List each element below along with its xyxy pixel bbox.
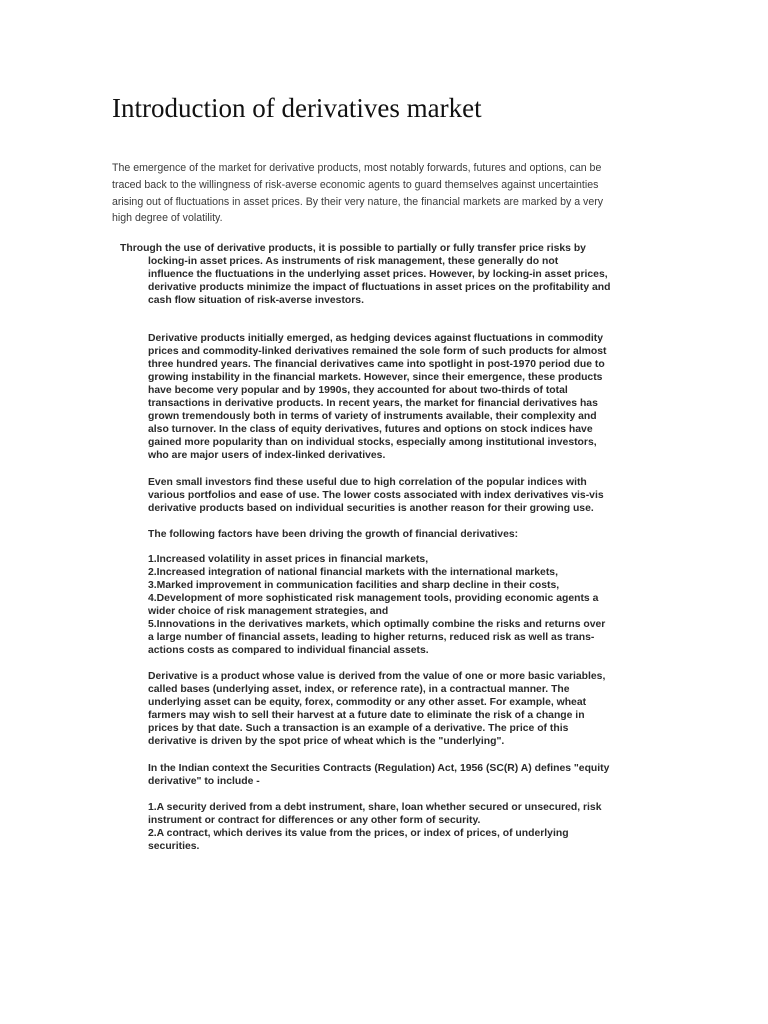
text-line: high degree of volatility. (112, 212, 223, 225)
list-item: 1.A security derived from a debt instrument, share, loan whether secured or unsecured, risk (148, 802, 602, 813)
text-line: Derivative is a product whose value is derived from the value of one or more basic variables, (148, 671, 606, 682)
list-item: 1.Increased volatility in asset prices in financial markets, (148, 554, 429, 565)
page-title: Introduction of derivatives market (112, 93, 482, 123)
text-line: In the Indian context the Securities Contracts (Regulation) Act, 1956 (SC(R) A) defines "equity (148, 763, 610, 774)
list-item: 2.Increased integration of national financial markets with the international markets, (148, 567, 558, 578)
text-line: cash flow situation of risk-averse investors. (148, 295, 364, 306)
text-line: transactions in derivative products. In recent years, the market for financial derivatives has (148, 398, 598, 409)
text-line: derivative products based on individual securities is another reason for their growing use. (148, 503, 594, 514)
list-item: 3.Marked improvement in communication facilities and sharp decline in their costs, (148, 580, 560, 591)
small-investors-paragraph (148, 476, 604, 515)
text-line: traced back to the willingness of risk-averse economic agents to guard themselves against uncertainties (112, 178, 599, 191)
emergence-paragraph (148, 332, 606, 462)
list-item: 2.A contract, which derives its value from the prices, or index of prices, of underlying (148, 828, 569, 839)
text-line: called bases (underlying asset, index, or reference rate), in a contractual manner. The (148, 684, 570, 695)
text-line: prices by that date. Such a transaction is an example of a derivative. The price of this (148, 723, 569, 734)
list-item: actions costs as compared to individual financial assets. (148, 645, 429, 656)
text-line: grown tremendously both in terms of variety of instruments available, their complexity and (148, 411, 597, 422)
definition-paragraph (148, 670, 605, 748)
risk-transfer-paragraph (120, 242, 610, 307)
list-item: instrument or contract for differences or any other form of security. (148, 815, 481, 826)
text-line: derivative" to include - (148, 776, 260, 787)
text-line: underlying asset can be equity, forex, commodity or any other asset. For example, wheat (148, 697, 587, 708)
list-item: wider choice of risk management strategies, and (148, 606, 389, 617)
text-line: gained more popularity than on individual stocks, especially among institutional investors, (148, 437, 597, 448)
text-line: Derivative products initially emerged, as hedging devices against fluctuations in commodity (148, 333, 603, 344)
factors-intro (148, 528, 518, 541)
text-line: have become very popular and by 1990s, they accounted for about two-thirds of total (148, 385, 568, 396)
list-item: 4.Development of more sophisticated risk management tools, providing economic agents a (148, 593, 599, 604)
text-line: farmers may wish to sell their harvest at a future date to eliminate the risk of a change in (148, 710, 585, 721)
text-line: The following factors have been driving the growth of financial derivatives: (148, 529, 519, 540)
text-line: various portfolios and ease of use. The lower costs associated with index derivatives vis-vis (148, 490, 604, 501)
text-line: growing instability in the financial markets. However, since their emergence, these products (148, 372, 603, 383)
text-line: derivative is driven by the spot price of wheat which is the "underlying". (148, 736, 505, 747)
text-line: Even small investors find these useful due to high correlation of the popular indices with (148, 477, 587, 488)
text-line: prices and commodity-linked derivatives remained the sole form of such products for almost (148, 346, 607, 357)
include-list (148, 801, 601, 853)
intro-paragraph (112, 160, 672, 227)
text-line: three hundred years. The financial derivatives came into spotlight in post-1970 period due to (148, 359, 605, 370)
text-line: derivative products minimize the impact of fluctuations in asset prices on the profitability and (148, 282, 611, 293)
text-line: who are major users of index-linked derivatives. (148, 450, 386, 461)
text-line: arising out of fluctuations in asset prices. By their very nature, the financial markets are marked by a very (112, 195, 604, 208)
list-item: a large number of financial assets, leading to higher returns, reduced risk as well as trans- (148, 632, 595, 643)
text-line: Through the use of derivative products, it is possible to partially or fully transfer price risks by (120, 243, 586, 254)
text-line: influence the fluctuations in the underlying asset prices. However, by locking-in asset prices, (148, 269, 608, 280)
list-item: securities. (148, 841, 200, 852)
list-item: 5.Innovations in the derivatives markets, which optimally combine the risks and returns over (148, 619, 606, 630)
text-line: The emergence of the market for derivative products, most notably forwards, futures and options, can be (112, 162, 602, 174)
indian-context-paragraph (148, 762, 609, 788)
factors-list (148, 553, 605, 657)
text-line: locking-in asset prices. As instruments of risk management, these generally do not (148, 256, 559, 267)
text-line: also turnover. In the class of equity derivatives, futures and options on stock indices have (148, 424, 593, 435)
